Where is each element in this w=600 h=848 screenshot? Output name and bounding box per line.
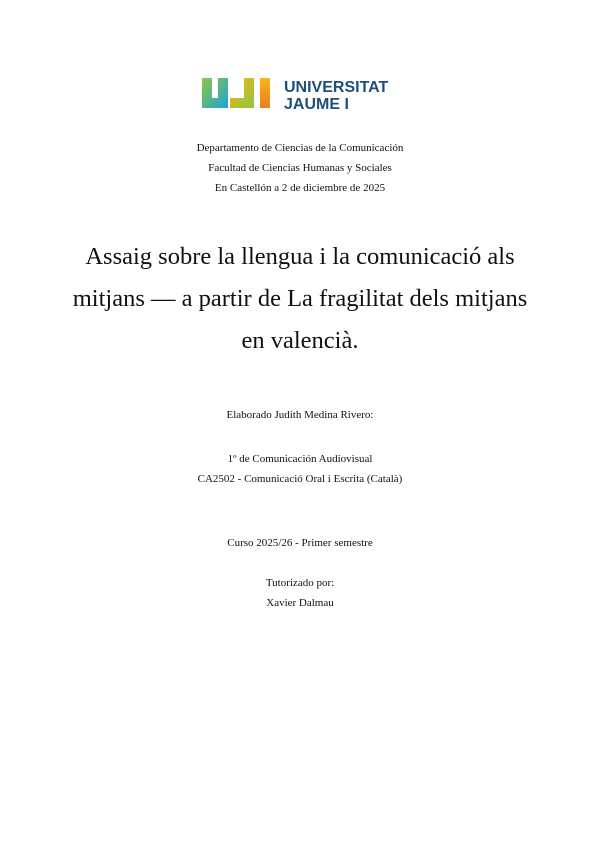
- place-date-line: En Castellón a 2 de diciembre de 2025: [214, 182, 386, 194]
- author-block: [0, 405, 600, 425]
- faculty-line: Facultad de Ciencias Humanas y Sociales: [208, 162, 392, 174]
- university-logo: [202, 76, 402, 112]
- department-line: Departamento de Ciencias de la Comunicación: [196, 142, 404, 154]
- header-info: [0, 138, 600, 198]
- tutor-name: Xavier Dalmau: [266, 597, 334, 609]
- uji-logo-mark: [202, 76, 402, 112]
- tutor-label: Tutorizado por:: [265, 577, 335, 589]
- document-title: Assaig sobre la llengua i la comunicació als mitjans — a partir de La fragilitat dels mitjans en valencià.: [72, 243, 528, 354]
- term-line: Curso 2025/26 - Primer semestre: [227, 537, 373, 549]
- course-block: [0, 449, 600, 489]
- term-block: [0, 533, 600, 553]
- author-line: Elaborado Judith Medina Rivero:: [226, 409, 374, 421]
- logo-text-line2: JAUME I: [284, 96, 349, 112]
- degree-line: 1º de Comunicación Audiovisual: [227, 453, 373, 465]
- logo-text-line1: UNIVERSITAT: [284, 79, 389, 96]
- subject-line: CA2502 - Comunicació Oral i Escrita (Català): [197, 473, 403, 485]
- tutor-block: [0, 573, 600, 613]
